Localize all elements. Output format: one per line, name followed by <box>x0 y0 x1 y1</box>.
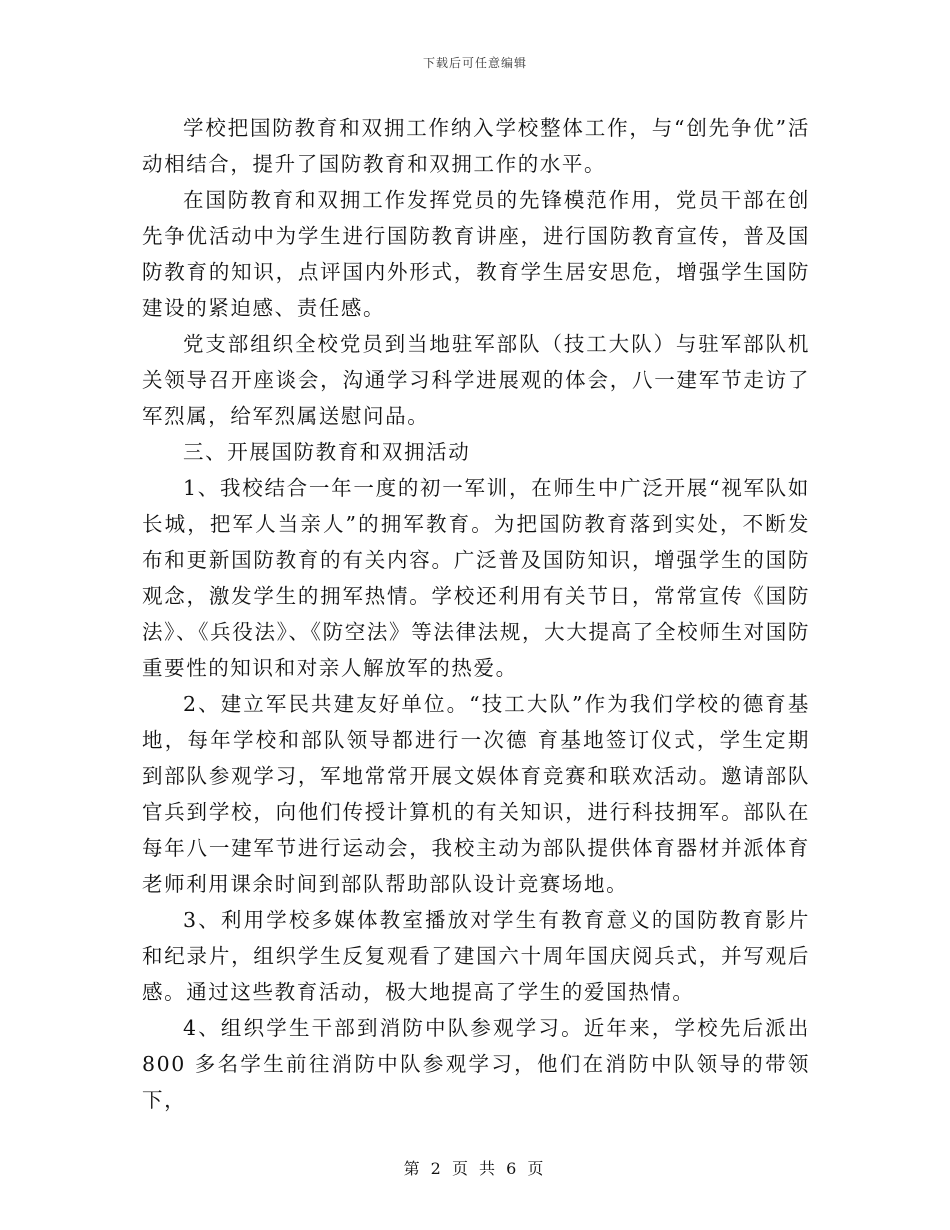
paragraph: 4、组织学生干部到消防中队参观学习。近年来，学校先后派出800 多名学生前往消防中队参观学习，他们在消防中队领导的带领下， <box>142 1016 810 1112</box>
paragraph: 3、利用学校多媒体教室播放对学生有教育意义的国防教育影片和纪录片，组织学生反复观看了建国六十周年国庆阅兵式，并写观后感。通过这些教育活动，极大地提高了学生的爱国热情。 <box>142 908 810 1004</box>
page-number: 第 2 页 共 6 页 <box>403 1159 547 1178</box>
paragraph: 1、我校结合一年一度的初一军训，在师生中广泛开展“视军队如长城，把军人当亲人”的拥军教育。为把国防教育落到实处，不断发布和更新国防教育的有关内容。广泛普及国防知识，增强学生的国防观念，激发学生的拥军热情。学校还利用有关节日，常常宣传《国防法》、《兵役法》、《防空法》等法律法规，大大提高了全校师生对国防重要性的知识和对亲人解放军的热爱。 <box>142 476 810 680</box>
page-header: 下载后可任意编辑 <box>422 56 527 70</box>
section-heading: 三、开展国防教育和双拥活动 <box>183 440 471 464</box>
paragraph: 在国防教育和双拥工作发挥党员的先锋模范作用，党员干部在创先争优活动中为学生进行国防教育讲座，进行国防教育宣传，普及国防教育的知识，点评国内外形式，教育学生居安思危，增强学生国防建设的紧迫感、责任感。 <box>142 188 810 320</box>
document-body <box>142 110 810 1118</box>
paragraph: 学校把国防教育和双拥工作纳入学校整体工作，与“创先争优”活动相结合，提升了国防教育和双拥工作的水平。 <box>142 116 810 176</box>
paragraph: 党支部组织全校党员到当地驻军部队（技工大队）与驻军部队机关领导召开座谈会，沟通学习科学进展观的体会，八一建军节走访了军烈属，给军烈属送慰问品。 <box>142 332 810 428</box>
paragraph: 2、建立军民共建友好单位。“技工大队”作为我们学校的德育基地，每年学校和部队领导都进行一次德 育基地签订仪式，学生定期到部队参观学习，军地常常开展文娱体育竞赛和联欢活动。邀请部队官兵到学校，向他们传授计算机的有关知识，进行科技拥军。部队在每年八一建军节进行运动会，我校主动为部队提供体育器材并派体育老师利用课余时间到部队帮助部队设计竞赛场地。 <box>142 692 810 896</box>
